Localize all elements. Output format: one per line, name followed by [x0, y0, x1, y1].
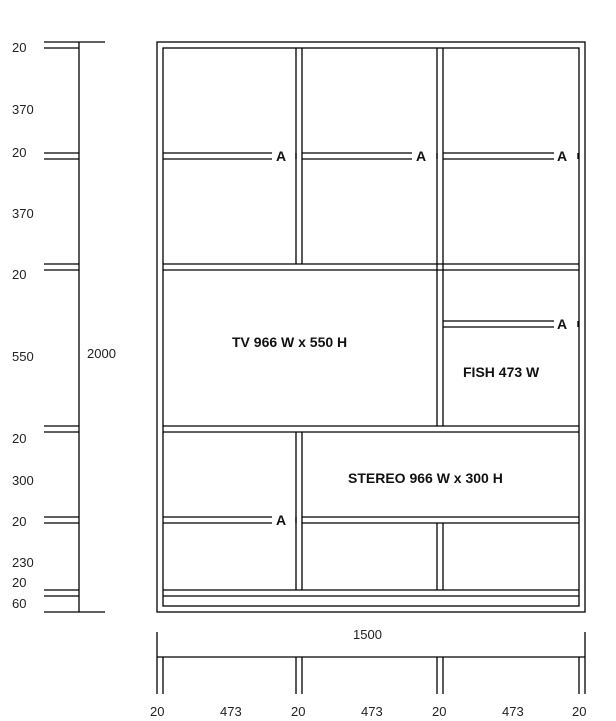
- width-dim: 20: [291, 704, 306, 719]
- width-dim: 473: [220, 704, 242, 719]
- shelf-marker-a: A: [557, 148, 568, 164]
- height-dim: 550: [12, 349, 34, 364]
- fish-compartment-label: FISH 473 W: [463, 364, 540, 380]
- height-dim: 20: [12, 514, 27, 529]
- height-dim: 20: [12, 40, 27, 55]
- total-width-label: 1500: [353, 627, 382, 642]
- height-dim: 370: [12, 102, 34, 117]
- width-dim: 20: [432, 704, 447, 719]
- width-dim: 20: [572, 704, 587, 719]
- height-dim: 20: [12, 267, 27, 282]
- height-dim: 20: [12, 431, 27, 446]
- height-dim: 60: [12, 596, 27, 611]
- height-dim: 300: [12, 473, 34, 488]
- height-dim: 20: [12, 575, 27, 590]
- stereo-compartment-label: STEREO 966 W x 300 H: [348, 470, 503, 486]
- height-dim: 20: [12, 145, 27, 160]
- width-dim: 20: [150, 704, 165, 719]
- tv-compartment-label: TV 966 W x 550 H: [232, 334, 348, 350]
- shelf-marker-a: A: [557, 316, 568, 332]
- total-height-label: 2000: [87, 346, 116, 361]
- shelf-marker-a: A: [416, 148, 427, 164]
- shelf-marker-a: A: [276, 148, 287, 164]
- width-dim: 473: [361, 704, 383, 719]
- height-dim: 370: [12, 206, 34, 221]
- height-dim: 230: [12, 555, 34, 570]
- shelf-marker-a: A: [276, 512, 287, 528]
- width-dim: 473: [502, 704, 524, 719]
